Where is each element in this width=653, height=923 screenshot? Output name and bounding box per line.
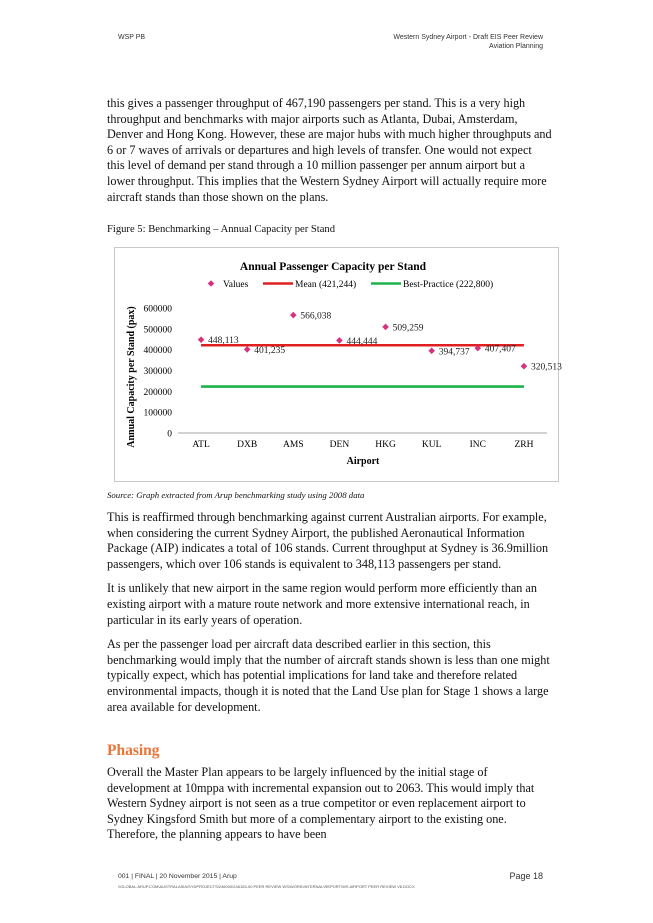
- y-tick-label: 500000: [143, 325, 172, 336]
- data-label: 394,737: [438, 347, 470, 358]
- data-point: [382, 324, 389, 331]
- figure-caption: Figure 5: Benchmarking – Annual Capacity per Stand: [107, 224, 336, 235]
- header-right: [393, 33, 543, 51]
- data-label: 566,038: [300, 311, 332, 322]
- y-axis-label: Annual Capacity per Stand (pax): [126, 306, 137, 448]
- data-label: 401,235: [254, 345, 286, 356]
- body-text: [107, 510, 552, 724]
- paragraph: this gives a passenger throughput of 467,190 passengers per stand. This is a very high throughput and benchmarks with major airports such as Atlanta, Dubai, Amsterdam, Denver and Hong Kong. However, these are major hubs with much higher throughputs and 6 or 7 waves of arrivals or departures and high levels of transfer. One would not expect this level of demand per stand through a 10 million passenger per annum airport but a lower throughput. This implies that the Western Sydney Airport will actually require more aircraft stands than those shown on the plans.: [107, 96, 552, 204]
- footer-left: 001 | FINAL | 20 November 2015 | Arup: [118, 873, 237, 880]
- data-point: [336, 337, 343, 344]
- x-tick-label: DXB: [237, 440, 258, 450]
- legend-label: Mean (421,244): [295, 280, 357, 290]
- x-tick-label: AMS: [283, 440, 304, 450]
- chart-axes: [144, 305, 548, 451]
- source-note: Source: Graph extracted from Arup benchmarking study using 2008 data: [107, 490, 365, 500]
- x-tick-label: INC: [469, 440, 486, 450]
- data-point: [521, 363, 528, 370]
- data-point: [428, 347, 435, 354]
- data-label: 407,407: [484, 344, 516, 355]
- x-tick-label: ATL: [192, 440, 210, 450]
- x-axis-label: Airport: [346, 456, 380, 467]
- x-tick-label: HKG: [375, 440, 396, 450]
- data-point: [244, 346, 251, 353]
- page-number: Page 18: [509, 871, 543, 881]
- data-label: 448,113: [208, 336, 239, 347]
- y-tick-label: 400000: [143, 346, 172, 357]
- legend-marker-values: [208, 280, 215, 287]
- data-label: 509,259: [392, 323, 424, 334]
- header-title: Western Sydney Airport - Draft EIS Peer Review: [393, 34, 543, 41]
- legend-label: Best-Practice (222,800): [403, 280, 494, 290]
- chart-svg: [115, 248, 562, 481]
- data-point: [198, 336, 205, 343]
- data-point: [290, 312, 297, 319]
- legend-label: Values: [223, 280, 249, 290]
- paragraph: Overall the Master Plan appears to be largely influenced by the initial stage of development at 10mppa with incremental expansion out to 2063. This would imply that Western Sydney airport is not seen as a true competitor or even replacement airport to Sydney Kingsford Smith but more of a complementary airport to the existing one. Therefore, the planning appears to have been: [107, 765, 535, 842]
- chart-frame: [114, 247, 562, 482]
- footer-path: \\GLOBAL.ARUP.COM\AUSTRALASIA\SYDPROJECTS\246000\246163-00 PEER REVIEW WS\WORK\INTERNAL\REPORT\WS AIRPORT PEER REVIEW V8.DOCX: [118, 884, 415, 889]
- y-tick-label: 100000: [143, 408, 172, 419]
- paragraph: As per the passenger load per aircraft data described earlier in this section, this benchmarking would imply that the number of aircraft stands shown is less than one might typically expect, which has potential implications for land take and therefore related environmental impacts, though it is noted that the Land Use plan for Stage 1 shows a large area available for development.: [107, 637, 550, 714]
- x-tick-label: KUL: [421, 440, 442, 450]
- chart-marks: [198, 312, 562, 387]
- data-label: 320,513: [530, 362, 562, 373]
- data-label: 444,444: [346, 336, 378, 347]
- chart-title: Annual Passenger Capacity per Stand: [239, 261, 427, 273]
- intro-text: [107, 96, 552, 214]
- y-tick-label: 600000: [143, 304, 172, 315]
- chart-legend: [208, 279, 494, 290]
- x-tick-label: ZRH: [514, 440, 534, 450]
- header-left: WSP PB: [118, 34, 146, 41]
- y-tick-label: 200000: [143, 387, 172, 398]
- phasing-text: [107, 765, 552, 852]
- paragraph: It is unlikely that new airport in the same region would perform more efficiently than an existing airport with a mature route network and more extensive international reach, in particular in its early years of operation.: [107, 581, 537, 627]
- section-heading: Phasing: [107, 742, 160, 759]
- header-subtitle: Aviation Planning: [489, 43, 543, 50]
- y-tick-label: 300000: [143, 367, 172, 377]
- y-tick-label: 0: [167, 429, 172, 440]
- x-tick-label: DEN: [329, 440, 350, 450]
- paragraph: This is reaffirmed through benchmarking against current Australian airports. For example, when considering the current Sydney Airport, the published Aeronautical Information Package (AIP) indicates a total of 106 stands. Current throughput at Sydney is 36.9million passengers, which over 106 stands is equivalent to 348,113 passengers per stand.: [107, 510, 549, 571]
